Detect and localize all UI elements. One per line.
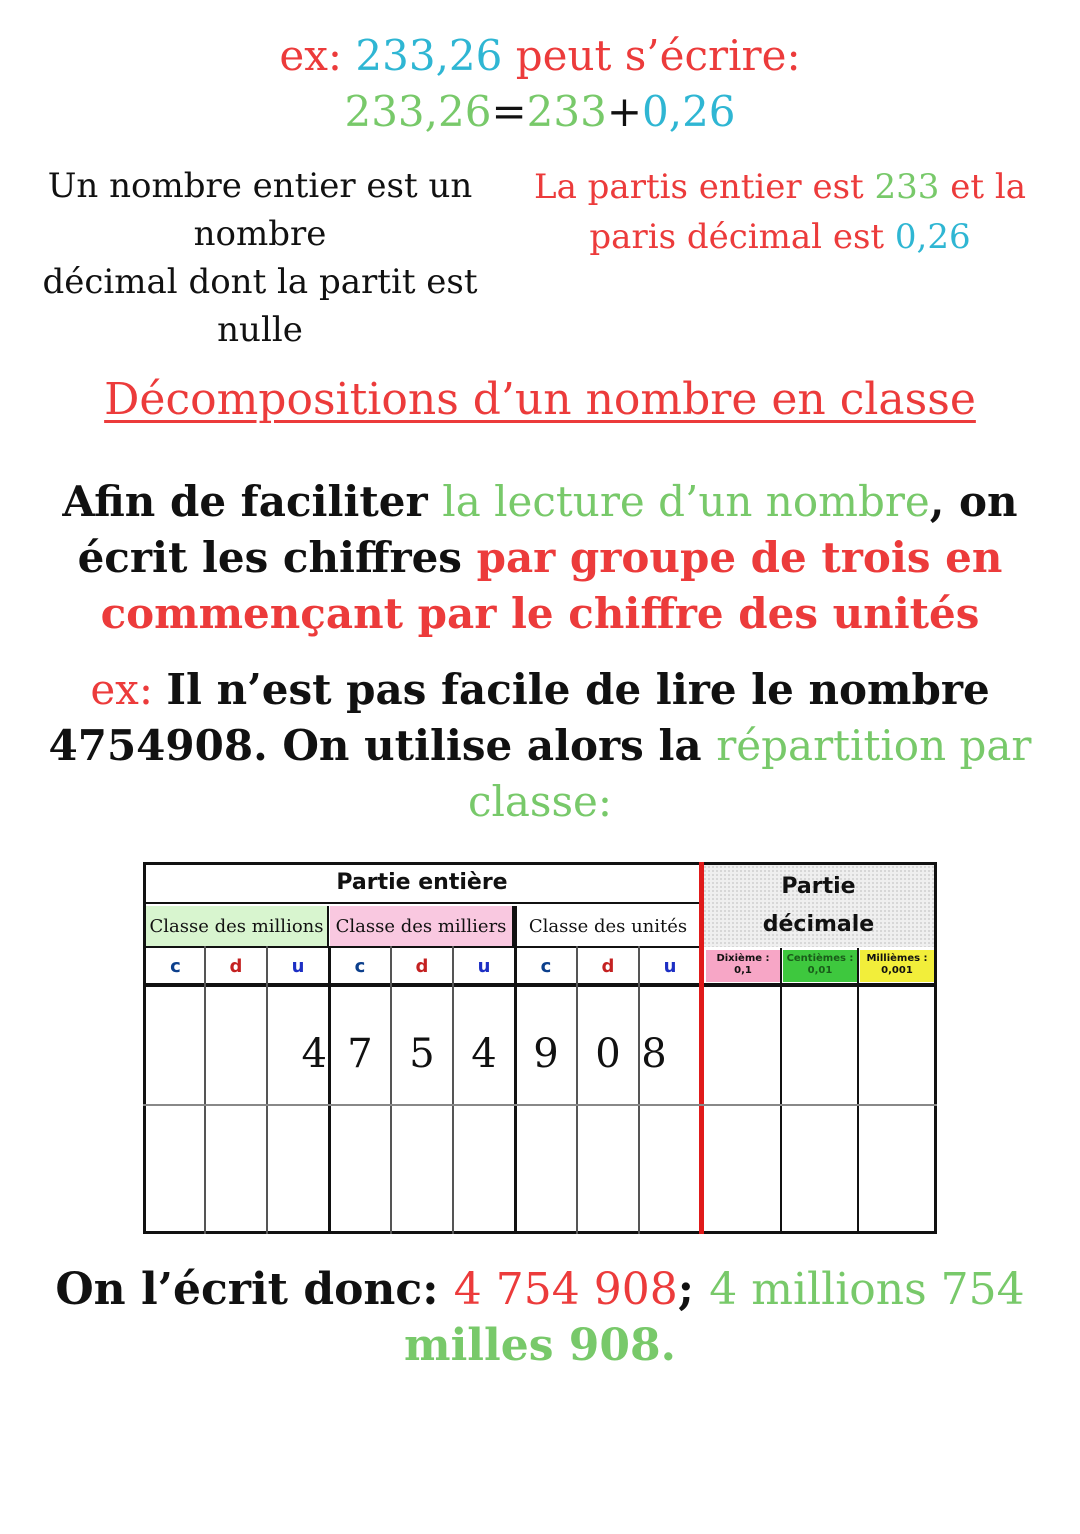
digit-cell: 5 bbox=[409, 1031, 435, 1077]
letter-cell: u bbox=[663, 955, 677, 977]
decimal-separator-line bbox=[699, 862, 704, 1234]
example-1-line-1 bbox=[0, 28, 1080, 84]
letter-cell: c bbox=[354, 955, 366, 977]
class-millions: Classe des millions bbox=[146, 906, 329, 946]
tenths-label: Dixième : bbox=[716, 953, 770, 964]
parts-decimal-value: 0,26 bbox=[894, 217, 971, 257]
conclusion-number: 4 754 908 bbox=[453, 1264, 678, 1315]
parts-text-2: et la bbox=[939, 167, 1026, 207]
digit-cell bbox=[205, 987, 267, 1102]
decimal-header-line-1: Partie bbox=[781, 874, 856, 899]
letter-cell: u bbox=[291, 955, 305, 977]
tenths-header bbox=[706, 950, 780, 982]
definition-line-3: décimal dont la partit est bbox=[42, 262, 478, 302]
equation-integer: 233 bbox=[526, 87, 607, 136]
conclusion bbox=[40, 1262, 1040, 1374]
thousandths-value: 0,001 bbox=[881, 965, 913, 976]
col-line bbox=[857, 948, 859, 1234]
example-2-highlight: répartition par bbox=[716, 721, 1032, 770]
conclusion-line-2: milles 908. bbox=[404, 1320, 676, 1371]
thousandths-label: Millièmes : bbox=[866, 953, 928, 964]
thousandths-header bbox=[860, 950, 934, 982]
digit-cell: 4 bbox=[471, 1031, 497, 1077]
equation-sign: = bbox=[491, 87, 527, 136]
parts-line-1 bbox=[510, 162, 1050, 212]
parts-line-2 bbox=[510, 212, 1050, 262]
col-line bbox=[638, 946, 640, 1234]
class-units: Classe des unités bbox=[528, 915, 688, 937]
col-line bbox=[390, 946, 392, 1234]
conclusion-line-1 bbox=[40, 1262, 1040, 1318]
parts-text-1: La partis entier est bbox=[534, 167, 875, 207]
equation-decimal: 0,26 bbox=[642, 87, 736, 136]
letter-cell: d bbox=[415, 955, 429, 977]
example-1 bbox=[0, 28, 1080, 140]
example-2-line-2 bbox=[40, 718, 1040, 774]
conclusion-separator: ; bbox=[677, 1264, 710, 1315]
digit-cell: 9 bbox=[533, 1031, 559, 1077]
letter-cell: d bbox=[229, 955, 243, 977]
integer-part-header: Partie entière bbox=[143, 862, 701, 904]
decimal-part-header bbox=[703, 865, 934, 947]
hundredths-value: 0,01 bbox=[807, 965, 833, 976]
col-line-thick bbox=[328, 946, 331, 1234]
definition-line-4: nulle bbox=[217, 310, 303, 350]
example-2-line-1 bbox=[40, 662, 1040, 718]
parts-text-3: paris décimal est bbox=[589, 217, 895, 257]
hundredths-label: Centièmes : bbox=[786, 953, 854, 964]
paragraph-text-3: écrit les chiffres bbox=[77, 533, 477, 582]
row-divider-2 bbox=[143, 1104, 937, 1106]
digit-cell: 8 bbox=[641, 1031, 667, 1077]
tenths-value: 0,1 bbox=[734, 965, 752, 976]
class-thousands: Classe des milliers bbox=[330, 906, 514, 946]
letter-cell: c bbox=[170, 955, 181, 977]
paragraph-highlight-2: par groupe de trois en bbox=[476, 533, 1003, 582]
example-number: 233,26 bbox=[355, 31, 503, 80]
example-prefix: ex: bbox=[279, 31, 356, 80]
example-2-line-3: classe: bbox=[467, 777, 613, 826]
integer-definition bbox=[20, 162, 500, 354]
decimal-header-line-2: décimale bbox=[762, 912, 875, 937]
equation-plus: + bbox=[606, 87, 643, 136]
paragraph-line-1 bbox=[40, 474, 1040, 530]
parts-explanation bbox=[510, 162, 1050, 262]
col-line bbox=[780, 948, 782, 1234]
example-2 bbox=[40, 662, 1040, 830]
col-line bbox=[452, 946, 454, 1234]
reading-paragraph bbox=[40, 474, 1040, 642]
digit-cell: 0 bbox=[595, 1031, 621, 1077]
example-1-equation bbox=[0, 84, 1080, 140]
parts-integer-value: 233 bbox=[874, 167, 940, 207]
paragraph-text-2: , on bbox=[929, 477, 1018, 526]
hundredths-header bbox=[783, 950, 857, 982]
conclusion-words-1: 4 millions 754 bbox=[709, 1264, 1025, 1315]
example-2-text-2: 4754908. On utilise alors la bbox=[48, 721, 717, 770]
paragraph-line-3: commençant par le chiffre des unités bbox=[100, 589, 980, 638]
digit-cell: 4 bbox=[301, 1031, 327, 1077]
letter-cell: c bbox=[540, 955, 552, 977]
letter-cell: d bbox=[601, 955, 615, 977]
paragraph-line-2 bbox=[40, 530, 1040, 586]
example-suffix: peut s’écrire: bbox=[502, 31, 801, 80]
example-2-prefix: ex: bbox=[90, 665, 167, 714]
place-value-table bbox=[143, 862, 937, 1234]
digit-cell bbox=[146, 987, 205, 1102]
digit-cell: 7 bbox=[347, 1031, 373, 1077]
paragraph-highlight-1: la lecture d’un nombre bbox=[442, 477, 930, 526]
section-heading bbox=[0, 372, 1080, 428]
heading-text: Décompositions d’un nombre en classe bbox=[104, 374, 976, 425]
letter-cell: u bbox=[477, 955, 491, 977]
conclusion-text-1: On l’écrit donc: bbox=[55, 1264, 454, 1315]
example-2-text-1: Il n’est pas facile de lire le nombre bbox=[166, 665, 990, 714]
col-line bbox=[576, 946, 578, 1234]
paragraph-text-1: Afin de faciliter bbox=[62, 477, 443, 526]
equation-lhs: 233,26 bbox=[344, 87, 492, 136]
definition-line-2: nombre bbox=[193, 214, 327, 254]
definition-line-1: Un nombre entier est un bbox=[47, 166, 473, 206]
